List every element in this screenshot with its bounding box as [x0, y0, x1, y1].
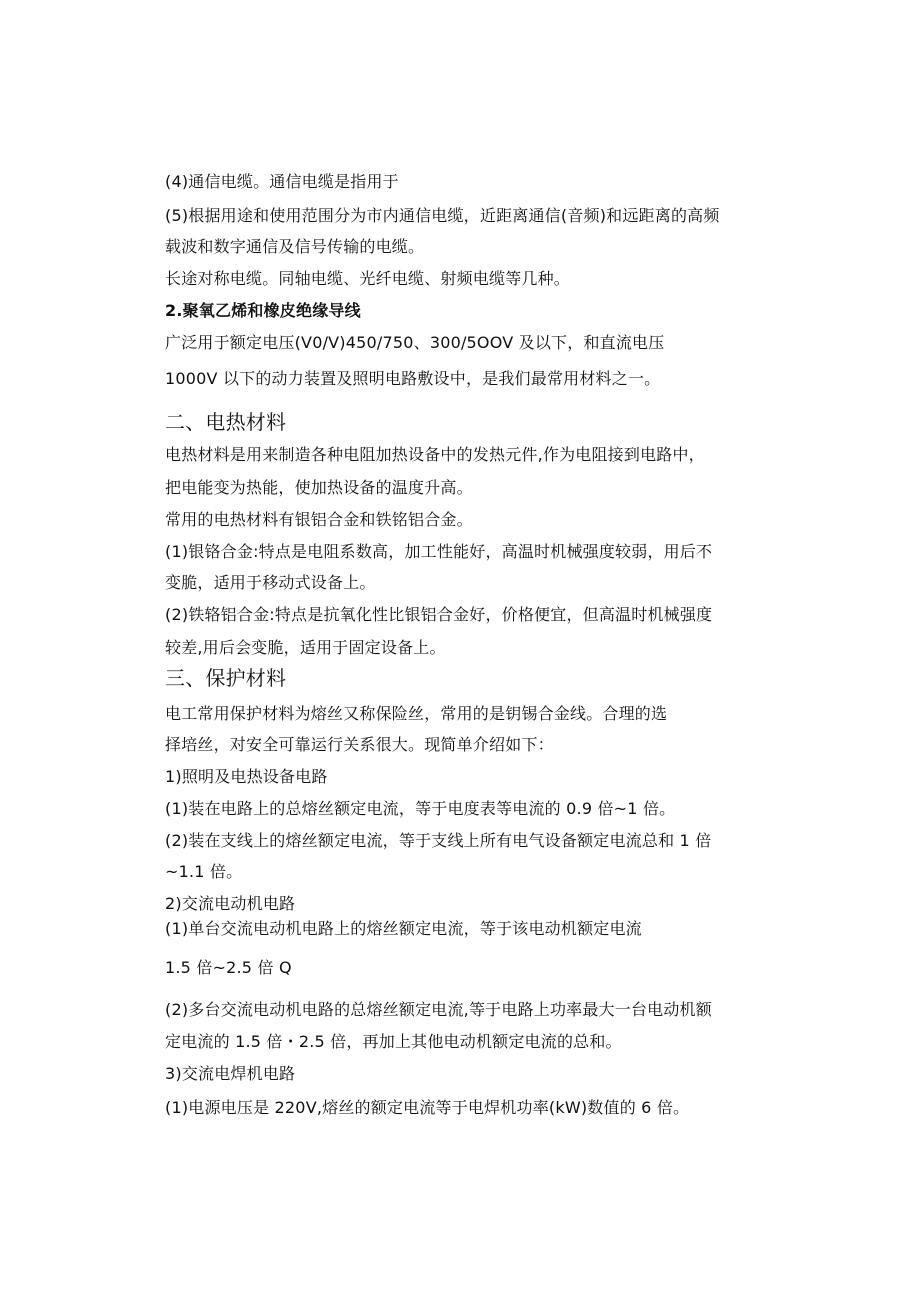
paragraph-line: 电工常用保护材料为熔丝又称保险丝，常用的是钥锡合金线。合理的选: [165, 704, 668, 723]
paragraph-line: 把电能变为热能，使加热设备的温度升高。: [165, 478, 473, 497]
list-heading: 1)照明及电热设备电路: [165, 767, 328, 786]
paragraph-line: 1000V 以下的动力装置及照明电路敷设中，是我们最常用材料之一。: [165, 369, 661, 388]
paragraph-line: (1)单台交流电动机电路上的熔丝额定电流，等于该电动机额定电流: [165, 919, 642, 938]
section-heading: 三、保护材料: [165, 666, 287, 690]
section-heading: 二、电热材料: [165, 410, 287, 434]
paragraph-line: 较差,用后会变脆，适用于固定设备上。: [165, 638, 446, 657]
subsection-heading: 2.聚氧乙烯和橡皮绝缘导线: [165, 301, 361, 320]
paragraph-line: (2)装在支线上的熔丝额定电流，等于支线上所有电气设备额定电流总和 1 倍: [165, 831, 712, 850]
list-heading: 3)交流电焊机电路: [165, 1064, 296, 1083]
paragraph-line: 变脆，适用于移动式设备上。: [165, 573, 376, 592]
paragraph-line: (2)多台交流电动机电路的总熔丝额定电流,等于电路上功率最大一台电动机额: [165, 1000, 712, 1019]
paragraph-line: (1)电源电压是 220V,熔丝的额定电流等于电焊机功率(kW)数值的 6 倍。: [165, 1098, 690, 1117]
paragraph-line: (1)银铬合金:特点是电阻系数高，加工性能好，高温时机械强度较弱，用后不: [165, 542, 713, 561]
paragraph-line: 电热材料是用来制造各种电阻加热设备中的发热元件,作为电阻接到电路中，: [165, 445, 705, 464]
paragraph-line: 载波和数字通信及信号传输的电缆。: [165, 237, 425, 256]
paragraph-line: 1.5 倍~2.5 倍 Q: [165, 958, 292, 977]
paragraph-line: 择培丝，对安全可靠运行关系很大。现简单介绍如下：: [165, 735, 554, 754]
list-heading: 2)交流电动机电路: [165, 894, 296, 913]
paragraph-line: 常用的电热材料有银铝合金和铁铭铝合金。: [165, 510, 473, 529]
paragraph-line: (2)铁辂铝合金:特点是抗氧化性比银铝合金好，价格便宜，但高温时机械强度: [165, 605, 713, 624]
paragraph-line: (4)通信电缆。通信电缆是指用于: [165, 172, 399, 191]
paragraph-line: (1)装在电路上的总熔丝额定电流，等于电度表等电流的 0.9 倍~1 倍。: [165, 799, 676, 818]
paragraph-line: (5)根据用途和使用范围分为市内通信电缆，近距离通信(音频)和远距离的高频: [165, 206, 720, 225]
paragraph-line: 定电流的 1.5 倍・2.5 倍，再加上其他电动机额定电流的总和。: [165, 1032, 622, 1051]
paragraph-line: 广泛用于额定电压(V0/V)450/750、300/5OOV 及以下，和直流电压: [165, 333, 665, 352]
paragraph-line: 长途对称电缆。同轴电缆、光纤电缆、射频电缆等几种。: [165, 269, 571, 288]
paragraph-line: ~1.1 倍。: [165, 862, 243, 881]
